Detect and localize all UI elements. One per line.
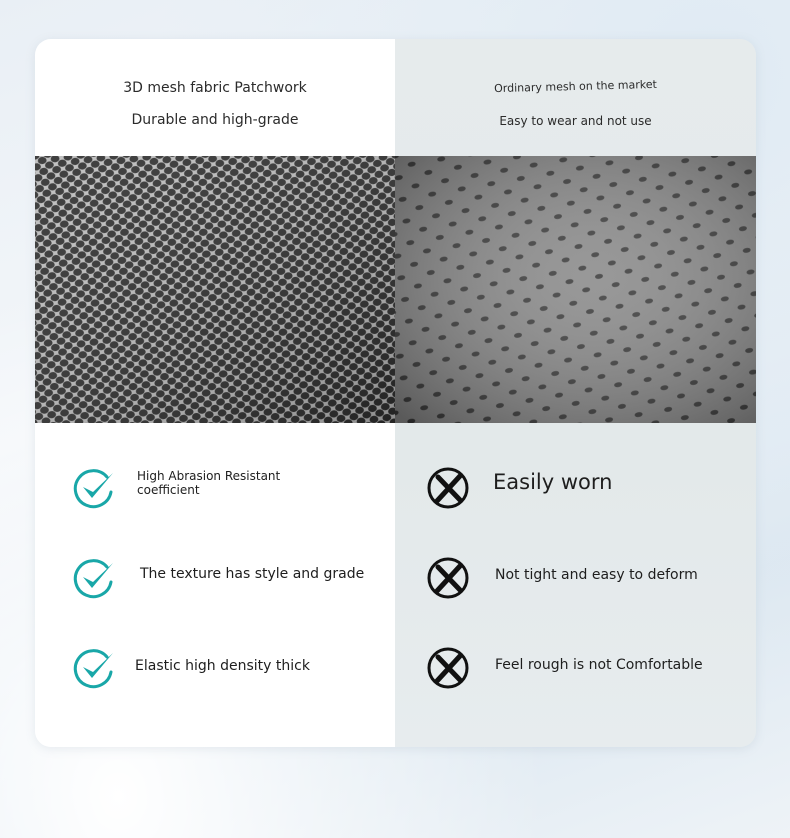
premium-feature-2 xyxy=(35,547,395,607)
premium-mesh-header xyxy=(35,39,395,156)
premium-feature-1 xyxy=(35,457,395,517)
ordinary-mesh-header xyxy=(395,39,756,156)
check-circle-icon xyxy=(71,555,117,601)
check-circle-icon xyxy=(71,645,117,691)
premium-feature-3-label: Elastic high density thick xyxy=(135,658,310,674)
cross-circle-icon xyxy=(425,645,471,691)
ordinary-feature-3 xyxy=(395,637,756,697)
ordinary-feature-1-label: Easily worn xyxy=(493,470,613,494)
cross-circle-icon xyxy=(425,465,471,511)
ordinary-feature-2-label: Not tight and easy to deform xyxy=(495,567,698,583)
ordinary-mesh-swatch xyxy=(395,156,756,423)
ordinary-mesh-column xyxy=(395,39,756,747)
premium-feature-1-label: High Abrasion Resistant coefficient xyxy=(137,469,281,497)
ordinary-feature-3-label: Feel rough is not Comfortable xyxy=(495,657,703,673)
cross-circle-icon xyxy=(425,555,471,601)
premium-feature-3 xyxy=(35,637,395,697)
honeycomb-mesh-swatch xyxy=(35,156,395,423)
premium-feature-2-label: The texture has style and grade xyxy=(140,566,365,582)
check-circle-icon xyxy=(71,465,117,511)
premium-mesh-title: 3D mesh fabric Patchwork xyxy=(123,80,307,96)
premium-mesh-column xyxy=(35,39,395,747)
comparison-card xyxy=(35,39,756,747)
premium-mesh-subtitle: Durable and high-grade xyxy=(131,112,299,128)
ordinary-feature-1 xyxy=(395,457,756,517)
ordinary-mesh-subtitle: Easy to wear and not use xyxy=(499,114,652,128)
ordinary-feature-2 xyxy=(395,547,756,607)
ordinary-mesh-title: Ordinary mesh on the market xyxy=(493,77,658,96)
